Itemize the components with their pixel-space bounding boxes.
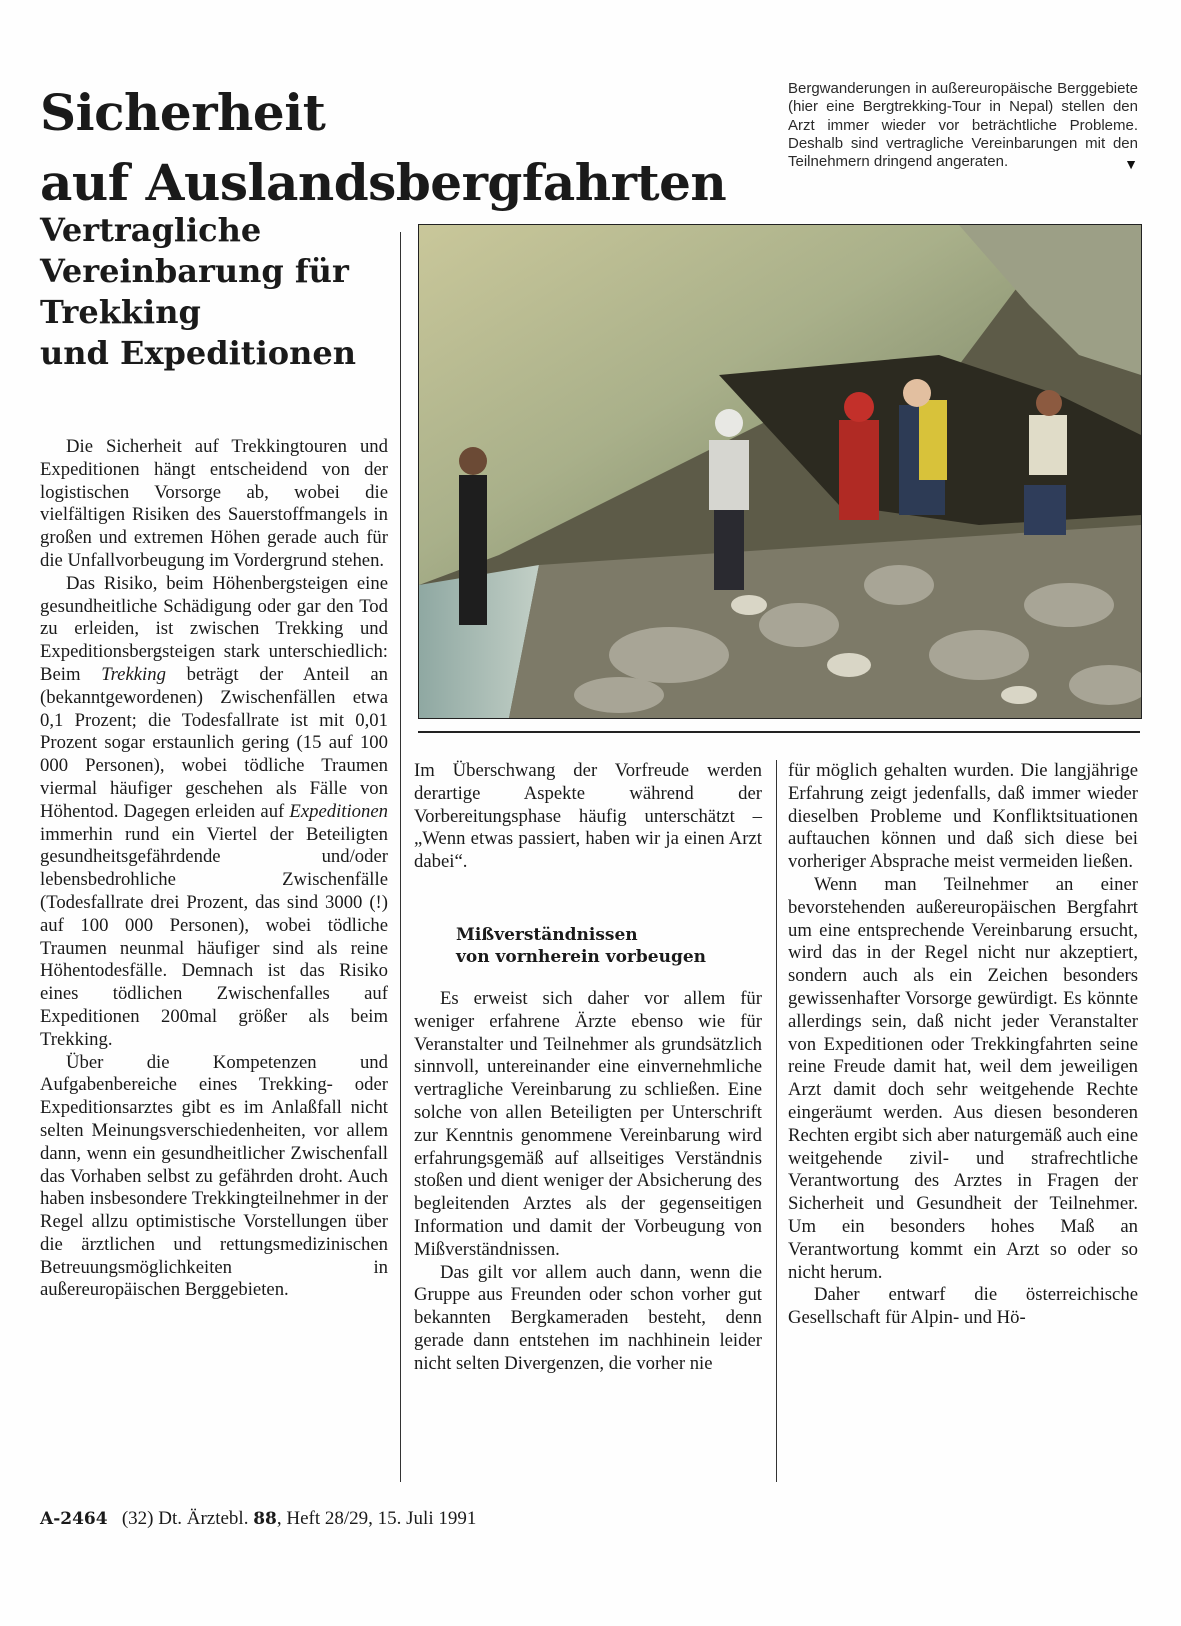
caption-marker-icon: ▼	[1124, 156, 1138, 173]
page-number: A-2464	[40, 1509, 108, 1529]
paragraph: Das gilt vor allem auch dann, wenn die Gruppe aus Freunden oder schon vorher gut bekannten Bergkameraden besteht, denn gerade dann entstehen im nachhinein leider nicht selten Divergenzen, die vorher nie	[414, 1261, 762, 1374]
column-divider-2	[776, 760, 777, 1482]
journal-issue: , Heft 28/29, 15. Juli 1991	[276, 1508, 477, 1529]
column-divider-1	[400, 232, 401, 1482]
photo-divider	[418, 731, 1140, 733]
paragraph: Die Sicherheit auf Trekkingtouren und Expeditionen hängt entscheidend von der logistischen Vorsorge ab, wobei die vielfältigen Risiken des Sauerstoffmangels in großen und extremen Höhen gerade auch für die Unfallvorbeugung im Vordergrund stehen.	[40, 436, 388, 571]
text-run: immerhin rund ein Viertel der Beteiligten gesundheitsgefährdende und/oder lebensbedrohliche Zwischenfälle (Todesfallrate drei Prozent, das sind 3000 (!) auf 100 000 Personen), wobei tödliche Traumen neunmal häufiger sind als reine Höhentodesfälle. Demnach ist das Risiko eines tödlichen Zwischenfalles auf Expeditionen 200mal größer als beim Trekking.	[40, 823, 388, 1050]
subtitle-line-3: Trekking	[40, 293, 201, 331]
subtitle-line-1: Vertragliche	[40, 211, 262, 249]
paragraph: Über die Kompetenzen und Aufgabenbereiche eines Trekking- oder Expeditionsarztes gibt es im Anlaßfall nicht selten Meinungsverschiedenheiten, vor allem dann, wenn ein gesundheitlicher Zwischenfall das Vorhaben selbst zu gefährden droht. Auch haben insbesondere Trekkingteilnehmer in der Regel allzu optimistische Vorstellungen über die ärztlichen und rettungsmedizinischen Betreuungsmöglichkeiten in außereuropäischen Berggebieten.	[40, 1051, 388, 1301]
photo-caption	[788, 80, 1138, 173]
text-run: beträgt der Anteil an (bekanntgewordenen) Zwischenfällen etwa 0,1 Prozent; die Todesfallrate ist mit 0,01 Prozent sogar erstaunlich gering (15 auf 100 000 Personen), wobei tödliche Traumen viermal häufiger geschehen als Fälle von Höhentod. Dagegen erleiden auf	[40, 663, 388, 822]
emphasis-trekking: Trekking	[101, 663, 166, 685]
section-subheading	[456, 924, 762, 968]
emphasis-expeditionen: Expeditionen	[289, 800, 388, 822]
paragraph: Daher entwarf die österreichische Gesellschaft für Alpin- und Hö-	[788, 1284, 1138, 1329]
article-title	[40, 78, 760, 218]
article-subtitle	[40, 210, 400, 374]
paragraph: Es erweist sich daher vor allem für weniger erfahrene Ärzte ebenso wie für Veranstalter und Teilnehmer als grundsätzlich sinnvoll, untereinander eine einvernehmliche vertragliche Vereinbarung zu schließen. Eine solche von allen Beteiligten per Unterschrift zur Kenntnis genommene Vereinbarung wird erfahrungsgemäß auf allseitiges Verständnis stoßen und dient weniger der Absicherung des begleitenden Arztes als der gegenseitigen Information und damit der Vorbeugung von Mißverständnissen.	[414, 987, 762, 1260]
subtitle-line-2: Vereinbarung für	[40, 252, 349, 290]
text-column-3	[788, 760, 1138, 1330]
trekking-photo-illustration	[419, 225, 1141, 718]
paragraph	[40, 573, 388, 1052]
title-line-2: auf Auslandsbergfahrten	[40, 153, 727, 212]
paragraph: für möglich gehalten wurden. Die langjährige Erfahrung zeigt jedenfalls, daß immer wieder dieselben Probleme und Konfliktsituationen auftauchen können und daß sich diese bei vorheriger Absprache meist vermeiden ließen.	[788, 760, 1138, 873]
paragraph: Im Überschwang der Vorfreude werden derartige Aspekte während der Vorbereitungsphase häufig unterschätzt – „Wenn etwas passiert, haben wir ja einen Arzt dabei“.	[414, 760, 762, 873]
caption-text: Bergwanderungen in außereuropäische Berggebiete (hier eine Bergtrekking-Tour in Nepal) stellen den Arzt immer wieder vor beträchtliche Probleme. Deshalb sind vertragliche Vereinbarungen mit den Teilnehmern dringend angeraten.	[788, 80, 1138, 171]
page-footer	[40, 1508, 476, 1530]
paragraph: Wenn man Teilnehmer an einer bevorstehenden außereuropäischen Bergfahrt um eine entsprechende Vereinbarung ersucht, wird das in der Regel nicht nur akzeptiert, sondern auch als ein Zeichen besonders gewissenhafter Vorsorge gewürdigt. Es könnte allerdings sein, daß nicht jeder Veranstalter von Expeditionen oder Trekkingfahrten seine reine Freude damit hat, weil dem jeweiligen Arzt damit doch sehr weitgehende Rechte eingeräumt werden. Aus diesen besonderen Rechten ergibt sich aber naturgemäß auch eine weitgehende zivil- und strafrechtliche Verantwortung des Arztes in Fragen der Sicherheit und Gesundheit der Teilnehmer. Um ein besonders hohes Maß an Verantwortung kommt ein Arzt so oder so nicht herum.	[788, 873, 1138, 1283]
journal-reference: (32) Dt. Ärztebl.	[121, 1508, 254, 1529]
subheading-line-1: Mißverständnissen	[456, 924, 638, 945]
trekking-photo	[418, 224, 1142, 719]
subtitle-line-4: und Expeditionen	[40, 334, 356, 372]
text-run: Das Risiko, beim Höhenbergsteigen eine gesundheitliche Schädigung oder gar den Tod zu erleiden, ist zwischen Trekking und Expeditionsbergsteigen stark unterschiedlich: Beim	[40, 572, 388, 685]
text-column-1	[40, 436, 388, 1302]
title-line-1: Sicherheit	[40, 83, 326, 142]
journal-volume: 88	[253, 1509, 277, 1529]
text-column-2	[414, 760, 762, 1376]
subheading-line-2: von vornherein vorbeugen	[456, 946, 707, 967]
